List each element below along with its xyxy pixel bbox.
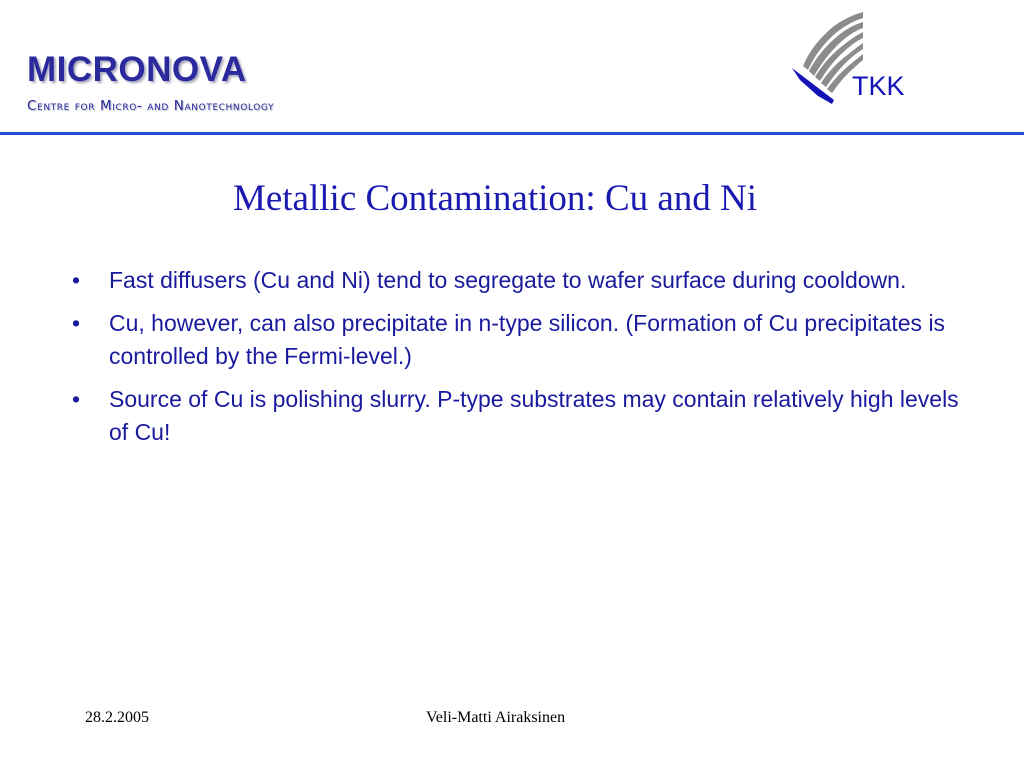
bullet-text: Cu, however, can also precipitate in n-type silicon. (Formation of Cu precipitates is controlled by the Fermi-level.): [109, 310, 946, 369]
footer-date: 28.2.2005: [85, 709, 149, 726]
bullet-text: Source of Cu is polishing slurry. P-type substrates may contain relatively high levels of Cu!: [109, 386, 959, 445]
header-divider: [0, 132, 1024, 135]
slide-title: Metallic Contamination: Cu and Ni: [232, 178, 758, 219]
bullet-marker: •: [72, 310, 81, 336]
bullet-item: [72, 383, 972, 449]
bullet-marker: •: [72, 386, 81, 412]
bullet-item: [72, 264, 972, 297]
logo-text: TKK: [852, 71, 905, 101]
bullet-list: [72, 264, 972, 459]
bullet-item: [72, 307, 972, 373]
brand-title: MICRONOVA: [27, 50, 247, 89]
brand-subtitle: Centre for Micro- and Nanotechnology: [27, 98, 275, 114]
bullet-text: Fast diffusers (Cu and Ni) tend to segregate to wafer surface during cooldown.: [109, 267, 907, 293]
bullet-marker: •: [72, 267, 81, 293]
footer-author: Veli-Matti Airaksinen: [426, 709, 566, 726]
